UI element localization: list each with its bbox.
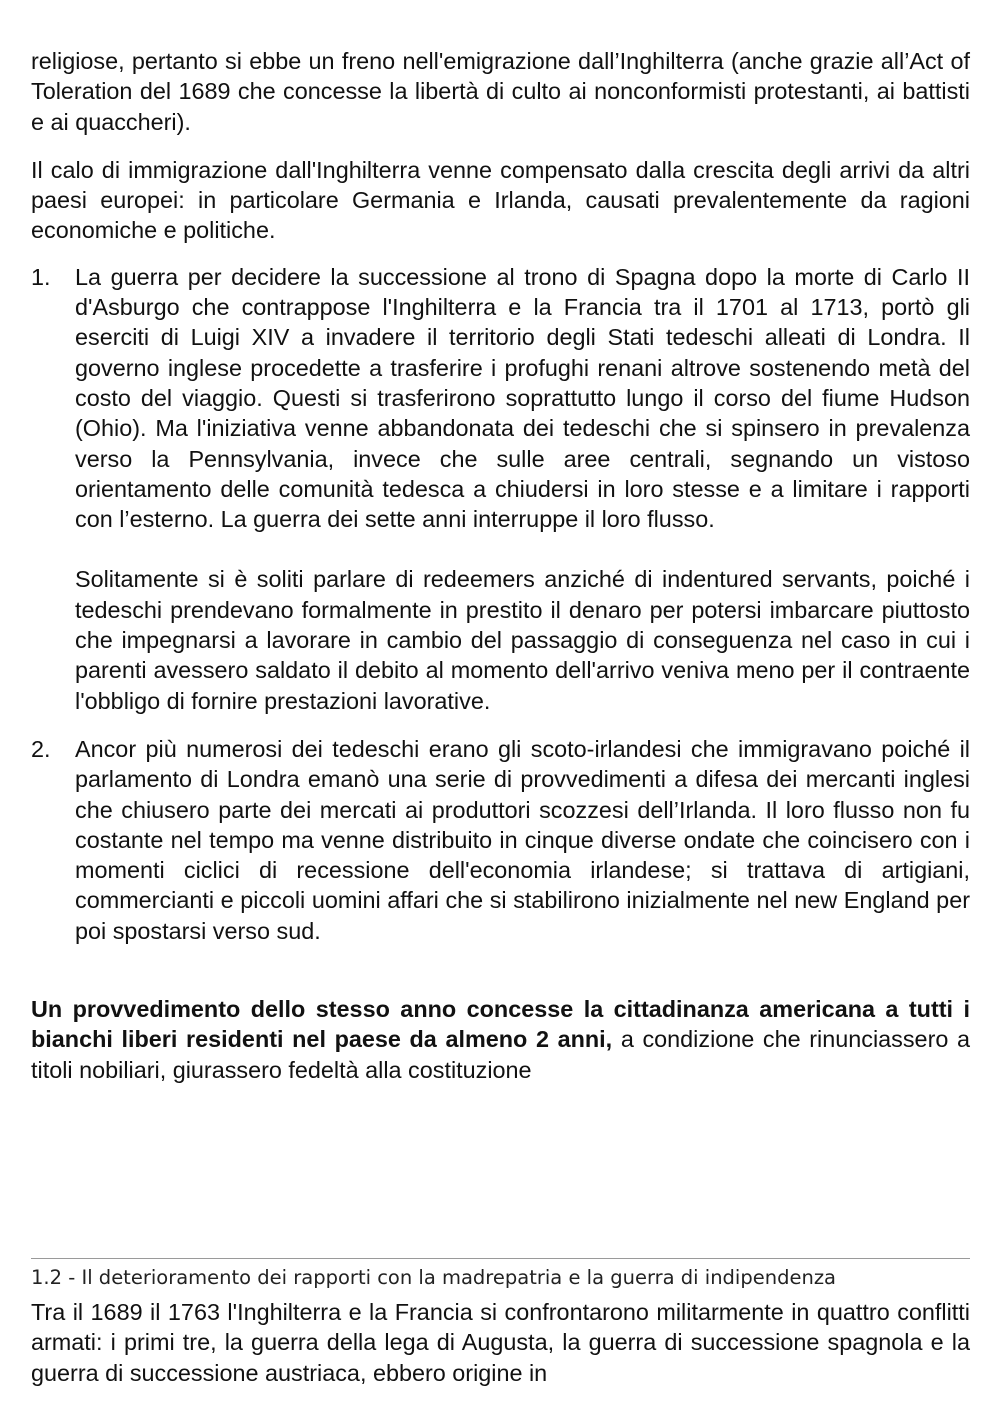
- list-item-germans: [31, 262, 970, 716]
- list-item-text: La guerra per decidere la successione al trono di Spagna dopo la morte di Carlo II d'Asburgo che contrappose l'Inghilterra e la Francia tra il 1701 al 1713, portò gli eserciti di Luigi XIV a invadere il territorio degli Stati tedeschi alleati di Londra. Il governo inglese procedette a trasferire i profughi renani altrove sostenendo metà del costo del viaggio. Questi si trasferirono soprattutto lungo il corso del fiume Hudson (Ohio). Ma l'iniziativa venne abbandonata dei tedeschi che si spinsero in prevalenza verso la Pennsylvania, invece che sulle aree centrali, segnando un vistoso orientamento delle comunità tedesca a chiudersi in loro stesse e a limitare i rapporti con l’esterno. La guerra dei sette anni interruppe il loro flusso.: [75, 263, 970, 533]
- section-body-text: Tra il 1689 il 1763 l'Inghilterra e la Francia si confrontarono militarmente in quattro conflitti armati: i primi tre, la guerra della lega di Augusta, la guerra di successione spagnola e la guerra di successione austriaca, ebbero origine in: [31, 1299, 970, 1386]
- document-page: [31, 46, 970, 1085]
- paragraph-immigration-decline: Il calo di immigrazione dall'Inghilterra venne compensato dalla crescita degli arrivi da altri paesi europei: in particolare Germania e Irlanda, causati prevalentemente da ragioni economiche e politiche.: [31, 156, 970, 244]
- paragraph-citizenship: [31, 994, 970, 1085]
- list-item-text: Ancor più numerosi dei tedeschi erano gli scoto-irlandesi che immigravano poiché il parlamento di Londra emanò una serie di provvedimenti a difesa dei mercanti inglesi che chiusero parte dei mercati ai produttori scozzesi dell’Irlanda. Il loro flusso non fu costante nel tempo ma venne distribuito in cinque diverse ondate che coincisero con i momenti ciclici di recessione dell'economia irlandese; si trattava di artigiani, commercianti e piccoli uomini affari che si stabilirono inizialmente nel new England per poi spostarsi verso sud.: [75, 735, 970, 944]
- section-heading: 1.2 - Il deterioramento dei rapporti con la madrepatria e la guerra di indipendenza: [31, 1266, 837, 1289]
- list-item-scots-irish: [31, 734, 970, 946]
- citizenship-bold-text: Un provvedimento dello stesso anno concesse la cittadinanza americana a tutti i bianchi liberi residenti nel paese da almeno 2 anni,: [31, 996, 970, 1053]
- section-divider: [31, 1258, 970, 1259]
- citizenship-regular-text: a condizione che rinunciassero a titoli nobiliari, giurassero fedeltà alla costituzione: [31, 1026, 971, 1083]
- section-body: [31, 1297, 970, 1388]
- paragraph-religious-emigration: religiose, pertanto si ebbe un freno nell'emigrazione dall’Inghilterra (anche grazie all’Act of Toleration del 1689 che concesse la libertà di culto ai nonconformisti protestanti, ai battisti e ai quaccheri).: [31, 48, 970, 135]
- numbered-list: [31, 262, 970, 946]
- list-item-subparagraph: Solitamente si è soliti parlare di redeemers anziché di indentured servants, poiché i tedeschi prendevano formalmente in prestito il denaro per potersi imbarcare piuttosto che impegnarsi a lavorare in cambio del passaggio di conseguenza nel caso in cui i parenti avessero saldato il debito al momento dell'arrivo veniva meno per il contraente l'obbligo di fornire prestazioni lavorative.: [75, 566, 970, 714]
- list-item-number: 1.: [31, 263, 51, 290]
- list-item-number: 2.: [31, 735, 51, 762]
